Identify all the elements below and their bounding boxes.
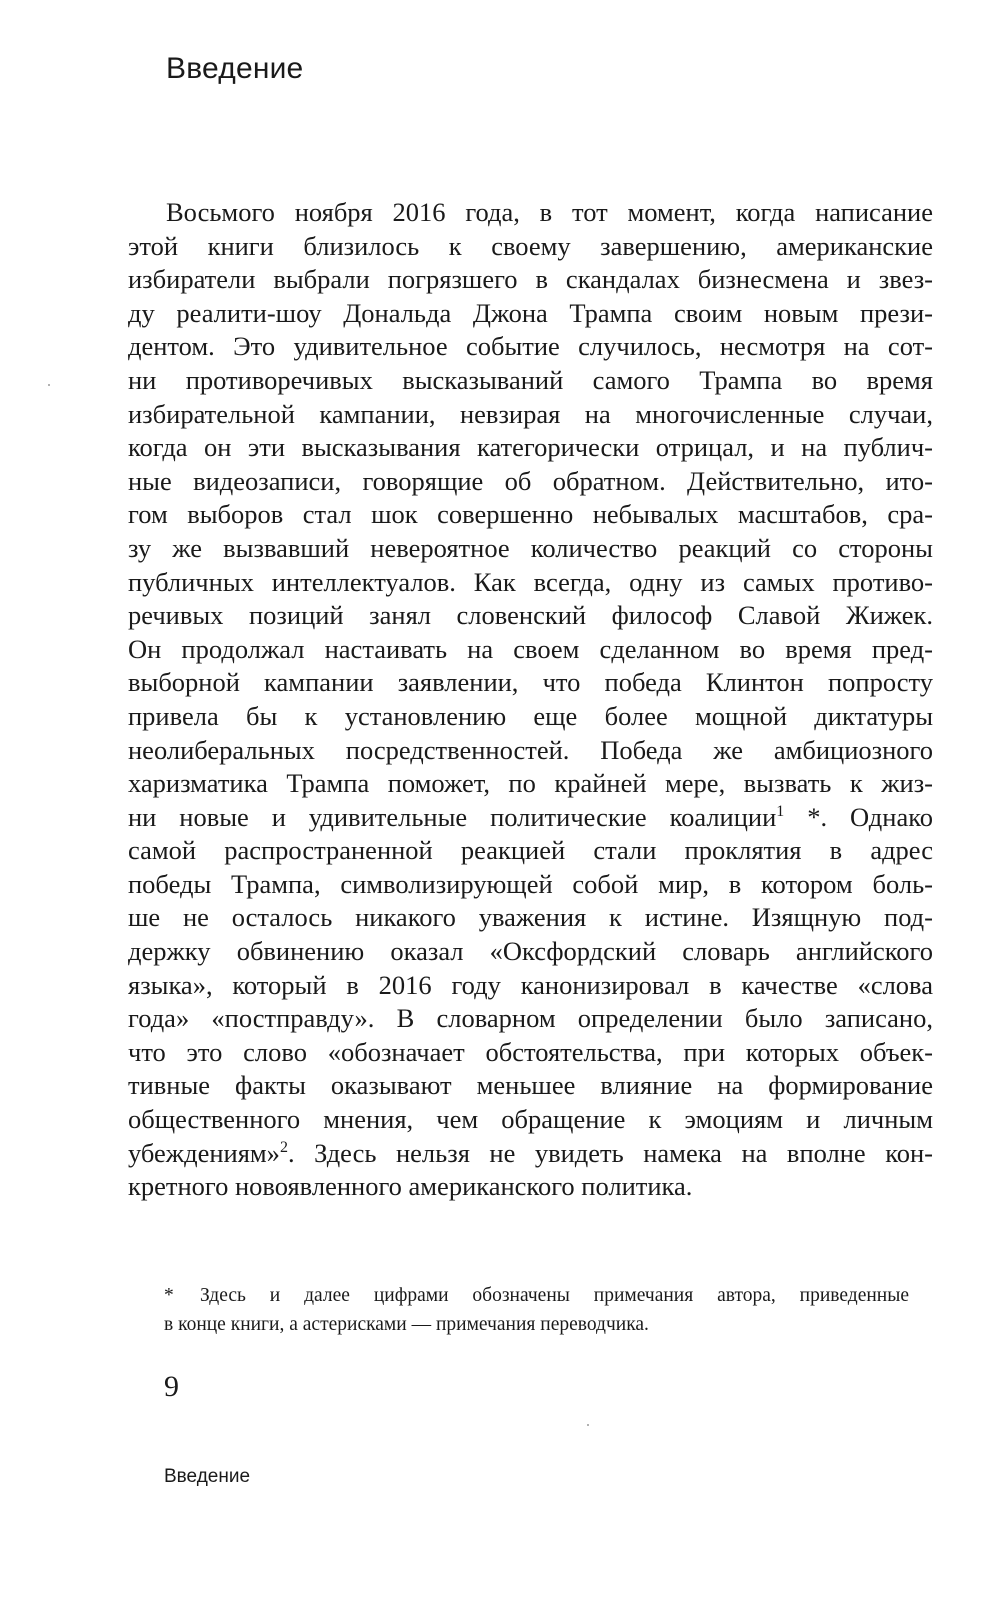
body-line: неолиберальных посредственностей. Победа же амбициозного xyxy=(128,734,933,765)
scan-speck xyxy=(48,384,50,386)
body-line: выборной кампании заявлении, что победа Клинтон попросту xyxy=(128,667,933,698)
body-line: Восьмого ноября 2016 года, в тот момент, когда написание xyxy=(166,197,933,227)
body-line: самой распространенной реакцией стали проклятия в адрес xyxy=(128,835,933,866)
body-line: ные видеозаписи, говорящие об обратном. Действительно, ито- xyxy=(128,465,933,496)
body-line: тивные факты оказывают меньшее влияние на формирование xyxy=(128,1070,933,1101)
body-line: когда он эти высказывания категорически отрицал, и на публич- xyxy=(128,432,933,463)
page-number: 9 xyxy=(164,1370,179,1403)
translator-note-marker: * xyxy=(784,801,821,832)
body-line-text: ни новые и удивительные политические коалиции xyxy=(128,801,777,832)
footnote-marker: * xyxy=(164,1285,174,1306)
body-line: публичных интеллектуалов. Как всегда, одну из самых противо- xyxy=(128,566,933,597)
body-line-with-note xyxy=(128,801,933,835)
body-line: держку обвинению оказал «Оксфордский словарь английского xyxy=(128,936,933,967)
body-line: ду реалити-шоу Дональда Джона Трампа своим новым прези- xyxy=(128,297,933,328)
body-line: что это слово «обозначает обстоятельства, при которых объек- xyxy=(128,1036,933,1067)
body-line: избирательной кампании, невзирая на многочисленные случаи, xyxy=(128,398,933,429)
endnote-marker: 2 xyxy=(279,1138,288,1156)
footnote-text: Здесь и далее цифрами обозначены примечания автора, приведенные xyxy=(200,1285,909,1306)
running-footer: Введение xyxy=(164,1466,251,1487)
body-line: привела бы к установлению еще более мощной диктатуры xyxy=(128,700,933,731)
body-line: общественного мнения, чем обращение к эмоциям и личным xyxy=(128,1104,933,1135)
body-line-tail: . Однако xyxy=(820,801,934,832)
body-line: года» «постправду». В словарном определении было записано, xyxy=(128,1003,933,1034)
body-line: победы Трампа, символизирующей собой мир, в котором боль- xyxy=(128,868,933,899)
body-line: этой книги близилось к своему завершению, американские xyxy=(128,230,933,261)
body-text xyxy=(128,196,933,1204)
footnote-line: в конце книги, а астерисками — примечания переводчика. xyxy=(164,1313,649,1335)
body-line: языка», который в 2016 году канонизировал в качестве «слова xyxy=(128,969,933,1000)
body-line: ше не осталось никакого уважения к истине. Изящную под- xyxy=(128,902,933,933)
chapter-title: Введение xyxy=(166,52,304,85)
body-line-tail: . Здесь нельзя не увидеть намека на вполне кон- xyxy=(287,1137,933,1168)
body-line: речивых позиций занял словенский философ Славой Жижек. xyxy=(128,600,933,631)
body-line: зу же вызвавший невероятное количество реакций со стороны xyxy=(128,532,933,563)
body-line: харизматика Трампа поможет, по крайней мере, вызвать к жиз- xyxy=(128,768,933,799)
body-line: избиратели выбрали погрязшего в скандалах бизнесмена и звез- xyxy=(128,264,933,295)
endnote-marker: 1 xyxy=(776,802,785,820)
footnote-line xyxy=(164,1282,909,1311)
footnote xyxy=(164,1282,909,1339)
body-line: дентом. Это удивительное событие случилось, несмотря на сот- xyxy=(128,331,933,362)
scan-speck xyxy=(587,1424,589,1426)
body-line: Он продолжал настаивать на своем сделанном во время пред- xyxy=(128,633,933,664)
body-line: ни противоречивых высказываний самого Трампа во время xyxy=(128,364,933,395)
body-line: гом выборов стал шок совершенно небывалых масштабов, сра- xyxy=(128,499,933,530)
body-line-text: убеждениям» xyxy=(128,1137,280,1168)
body-line: кретного новоявленного американского политика. xyxy=(128,1171,693,1202)
body-line-with-note xyxy=(128,1137,933,1171)
